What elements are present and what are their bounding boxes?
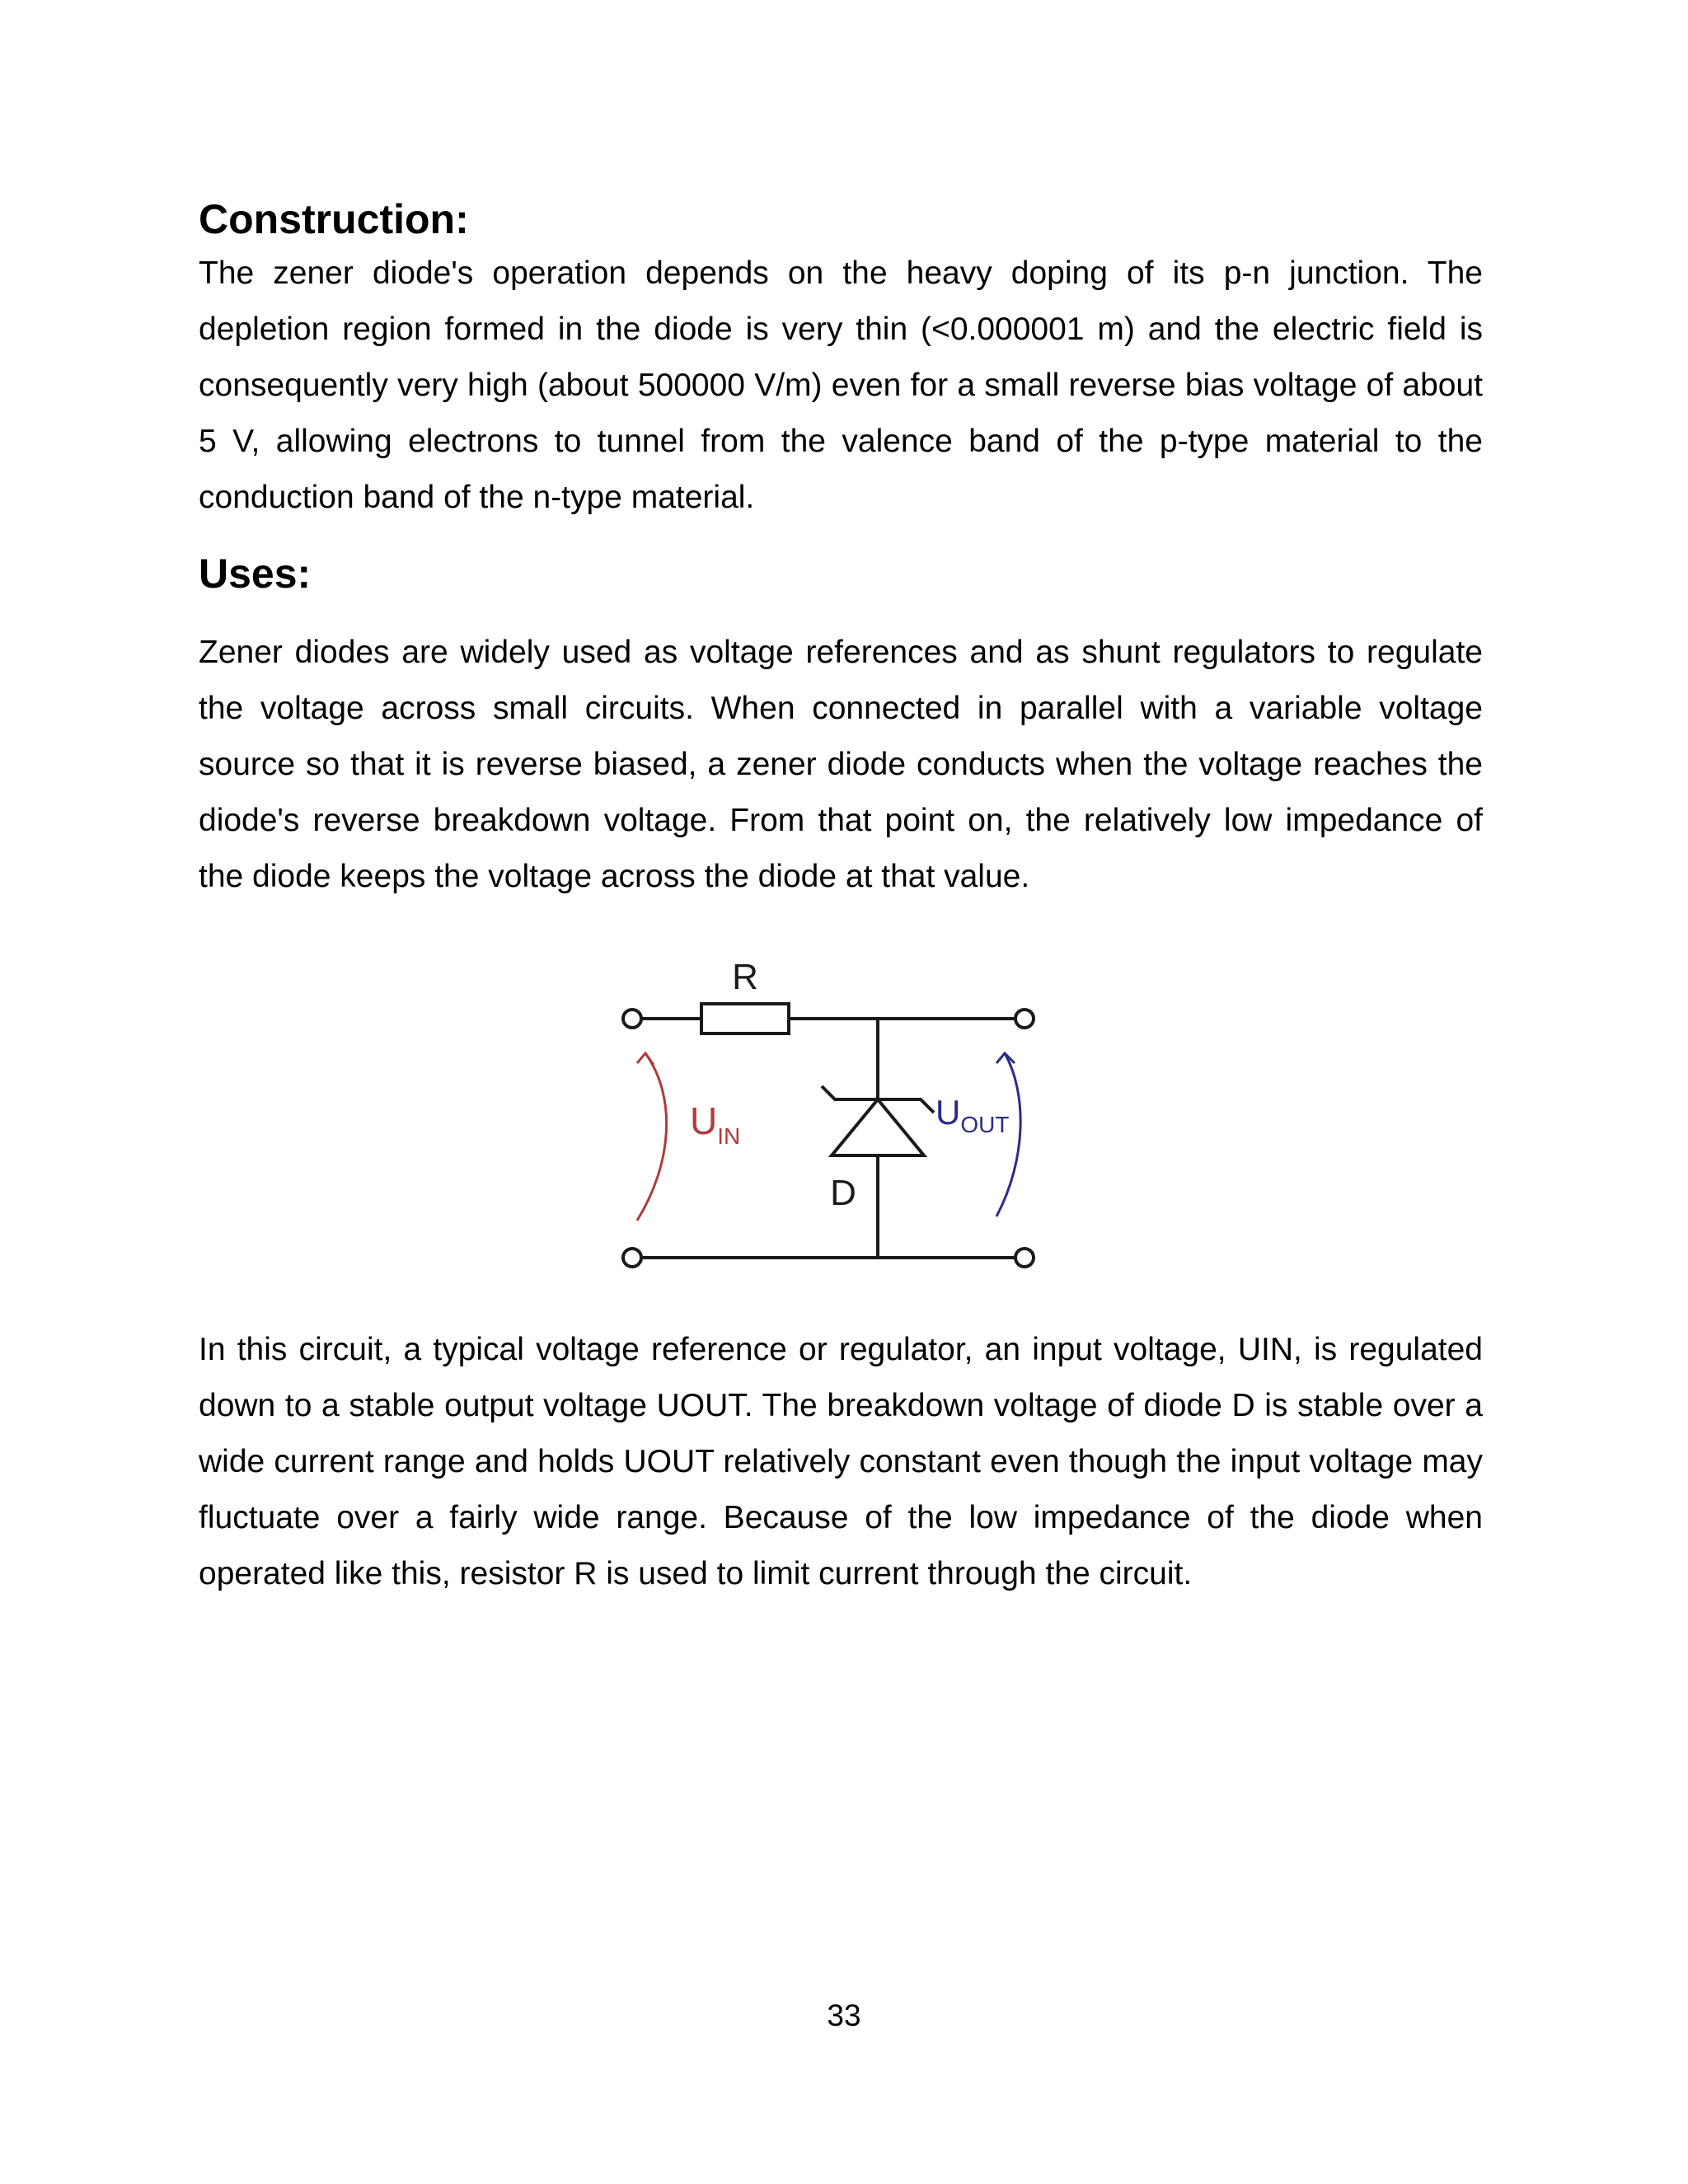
construction-heading: Construction: (199, 196, 469, 242)
output-arrow-head (996, 1053, 1015, 1063)
uses-heading: Uses: (199, 551, 312, 597)
input-label-main: U (690, 1099, 718, 1142)
resistor-label: R (732, 957, 758, 997)
zener-diode-triangle (832, 1099, 924, 1155)
resistor-symbol (701, 1004, 789, 1033)
page-content (199, 193, 1483, 1602)
circuit-description-paragraph: In this circuit, a typical voltage reference or regulator, an input voltage, UIN, is regulated down to a stable output voltage UOUT. The breakdown voltage of diode D is stable over a wide current range and holds UOUT relatively constant even though the input voltage may fluctuate over a fairly wide range. Because of the low impedance of the diode when operated like this, resistor R is used to limit current through the circuit. (199, 1332, 1483, 1591)
output-voltage-label (935, 1093, 1009, 1137)
output-label-sub: OUT (960, 1112, 1010, 1137)
input-voltage-label (690, 1099, 740, 1149)
input-arrow-head (637, 1053, 654, 1065)
input-terminal-bottom (623, 1249, 641, 1267)
input-label-sub: IN (717, 1123, 741, 1149)
uses-paragraph: Zener diodes are widely used as voltage references and as shunt regulators to regulate the voltage across small circuits. When connected in parallel with a variable voltage source so that it is reverse biased, a zener diode conducts when the voltage reaches the diode's reverse breakdown voltage. From that point on, the relatively low impedance of the diode keeps the voltage across the diode at that value. (199, 635, 1483, 894)
output-terminal-bottom (1015, 1249, 1034, 1267)
construction-paragraph: The zener diode's operation depends on the heavy doping of its p-n junction. The depletion region formed in the diode is very thin (<0.000001 m) and the electric field is consequently very high (about 500000 V/m) even for a small reverse bias voltage of about 5 V, allowing electrons to tunnel from the valence band of the p-type material to the conduction band of the n-type material. (199, 255, 1483, 515)
zener-regulator-circuit (611, 953, 1072, 1274)
output-label-main: U (935, 1093, 961, 1132)
page-number: 33 (827, 1999, 861, 2032)
diode-label: D (830, 1173, 856, 1213)
zener-regulator-figure (199, 953, 1483, 1274)
output-terminal-top (1015, 1010, 1034, 1028)
input-terminal-top (623, 1010, 641, 1028)
input-voltage-arrow (637, 1053, 667, 1221)
